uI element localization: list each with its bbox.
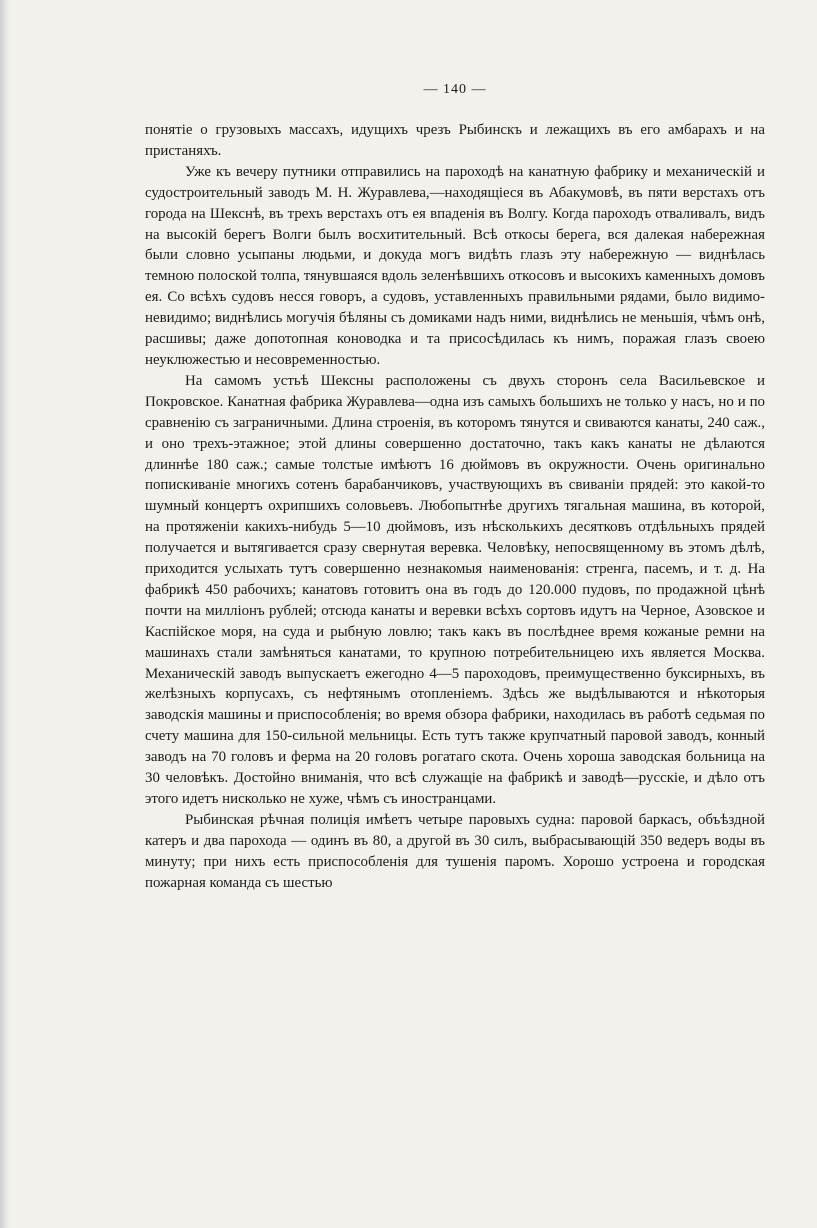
paragraph-river-police: Рыбинская рѣчная полиція имѣетъ четыре паровыхъ судна: паровой баркасъ, объѣздной катеръ и два парохода — одинъ въ 80, а другой въ 30 силъ, выбрасывающій 350 ведеръ воды въ минуту; при нихъ есть приспособленія для тушенія паромъ. Хорошо устроена и городская пожарная команда съ шестью bbox=[145, 811, 765, 891]
page-body-text bbox=[145, 120, 765, 894]
page-left-edge-shadow bbox=[0, 0, 10, 1228]
paragraph-rope-factory: На самомъ устьѣ Шексны расположены съ двухъ сторонъ села Васильевское и Покровское. Канатная фабрика Журавлева—одна изъ самыхъ большихъ не только у насъ, но и по сравненію съ заграничными. Длина строенія, въ которомъ тянутся и свиваются канаты, 240 саж., и оно трехъ-этажное; этой длины совершенно достаточно, такъ какъ канаты не дѣлаются длиннѣе 180 саж.; самые толстые имѣютъ 16 дюймовъ въ окружности. Очень оригинально попискиваніе многихъ сотенъ барабанчиковъ, участвующихъ въ свиваніи прядей: это какой-то шумный концертъ охрипшихъ соловьевъ. Любопытнѣе другихъ тягальная машина, въ которой, на протяженіи какихъ-нибудь 5—10 дюймовъ, изъ нѣсколькихъ десятковъ отдѣльныхъ прядей получается и вытягивается сразу свернутая веревка. Человѣку, непосвященному въ этомъ дѣлѣ, приходится услыхать тутъ совершенно незнакомыя наименованія: стренга, пасемъ, и т. д. На фабрикѣ 450 рабочихъ; канатовъ готовитъ она въ годъ до 120.000 пудовъ, по продажной цѣнѣ почти на милліонъ рублей; отсюда канаты и веревки всѣхъ сортовъ идутъ на Черное, Азовское и Каспійское моря, на суда и рыбную ловлю; такъ какъ въ послѣднее время кожаные ремни на машинахъ стали замѣняться канатами, то крупною потребительницею ихъ является Москва. Механическій заводъ выпускаетъ ежегодно 4—5 пароходовъ, преимущественно буксирныхъ, въ желѣзныхъ корпусахъ, съ нефтянымъ отопленіемъ. Здѣсь же выдѣлываются и нѣкоторыя заводскія машины и приспособленія; во время обзора фабрики, находилась въ работѣ седьмая по счету машина для 150-сильной мельницы. Есть тутъ также крупчатный паровой заводъ, конный заводъ на 70 головъ и ферма на 20 головъ рогатаго скота. Очень хороша заводская больница на 30 человѣкъ. Достойно вниманія, что всѣ служащіе на фабрикѣ и заводѣ—русскіе, и дѣло отъ этого идетъ нисколько не хуже, чѣмъ съ иностранцами. bbox=[145, 372, 765, 807]
paragraph-continuation: понятіе о грузовыхъ массахъ, идущихъ чрезъ Рыбинскъ и лежащихъ въ его амбарахъ и на пристаняхъ. bbox=[145, 122, 765, 159]
book-page bbox=[145, 80, 765, 1190]
page-number: — 140 — bbox=[423, 82, 487, 97]
paragraph-trip-to-factory: Уже къ вечеру путники отправились на пароходѣ на канатную фабрику и механическій и судостроительный заводъ М. Н. Журавлева,—находящіеся въ Абакумовѣ, въ пяти верстахъ отъ города на Шекснѣ, въ трехъ верстахъ отъ ея впаденія въ Волгу. Когда пароходъ отваливалъ, видъ на высокій берегъ Волги былъ восхитительный. Всѣ откосы берега, вся далекая набережная были словно усыпаны людьми, и докуда могъ видѣть глазъ эту набережную — виднѣлась темною полоской толпа, тянувшаяся вдоль зеленѣвшихъ откосовъ и высокихъ каменныхъ домовъ ея. Со всѣхъ судовъ несся говоръ, а судовъ, уставленныхъ правильными рядами, было видимо-невидимо; виднѣлись могучія бѣляны съ домиками надъ ними, виднѣлись не меньшія, чѣмъ онѣ, расшивы; даже допотопная коноводка и та присосѣдилась къ нимъ, поражая глазъ своею неуклюжестью и несовременностью. bbox=[145, 163, 765, 368]
